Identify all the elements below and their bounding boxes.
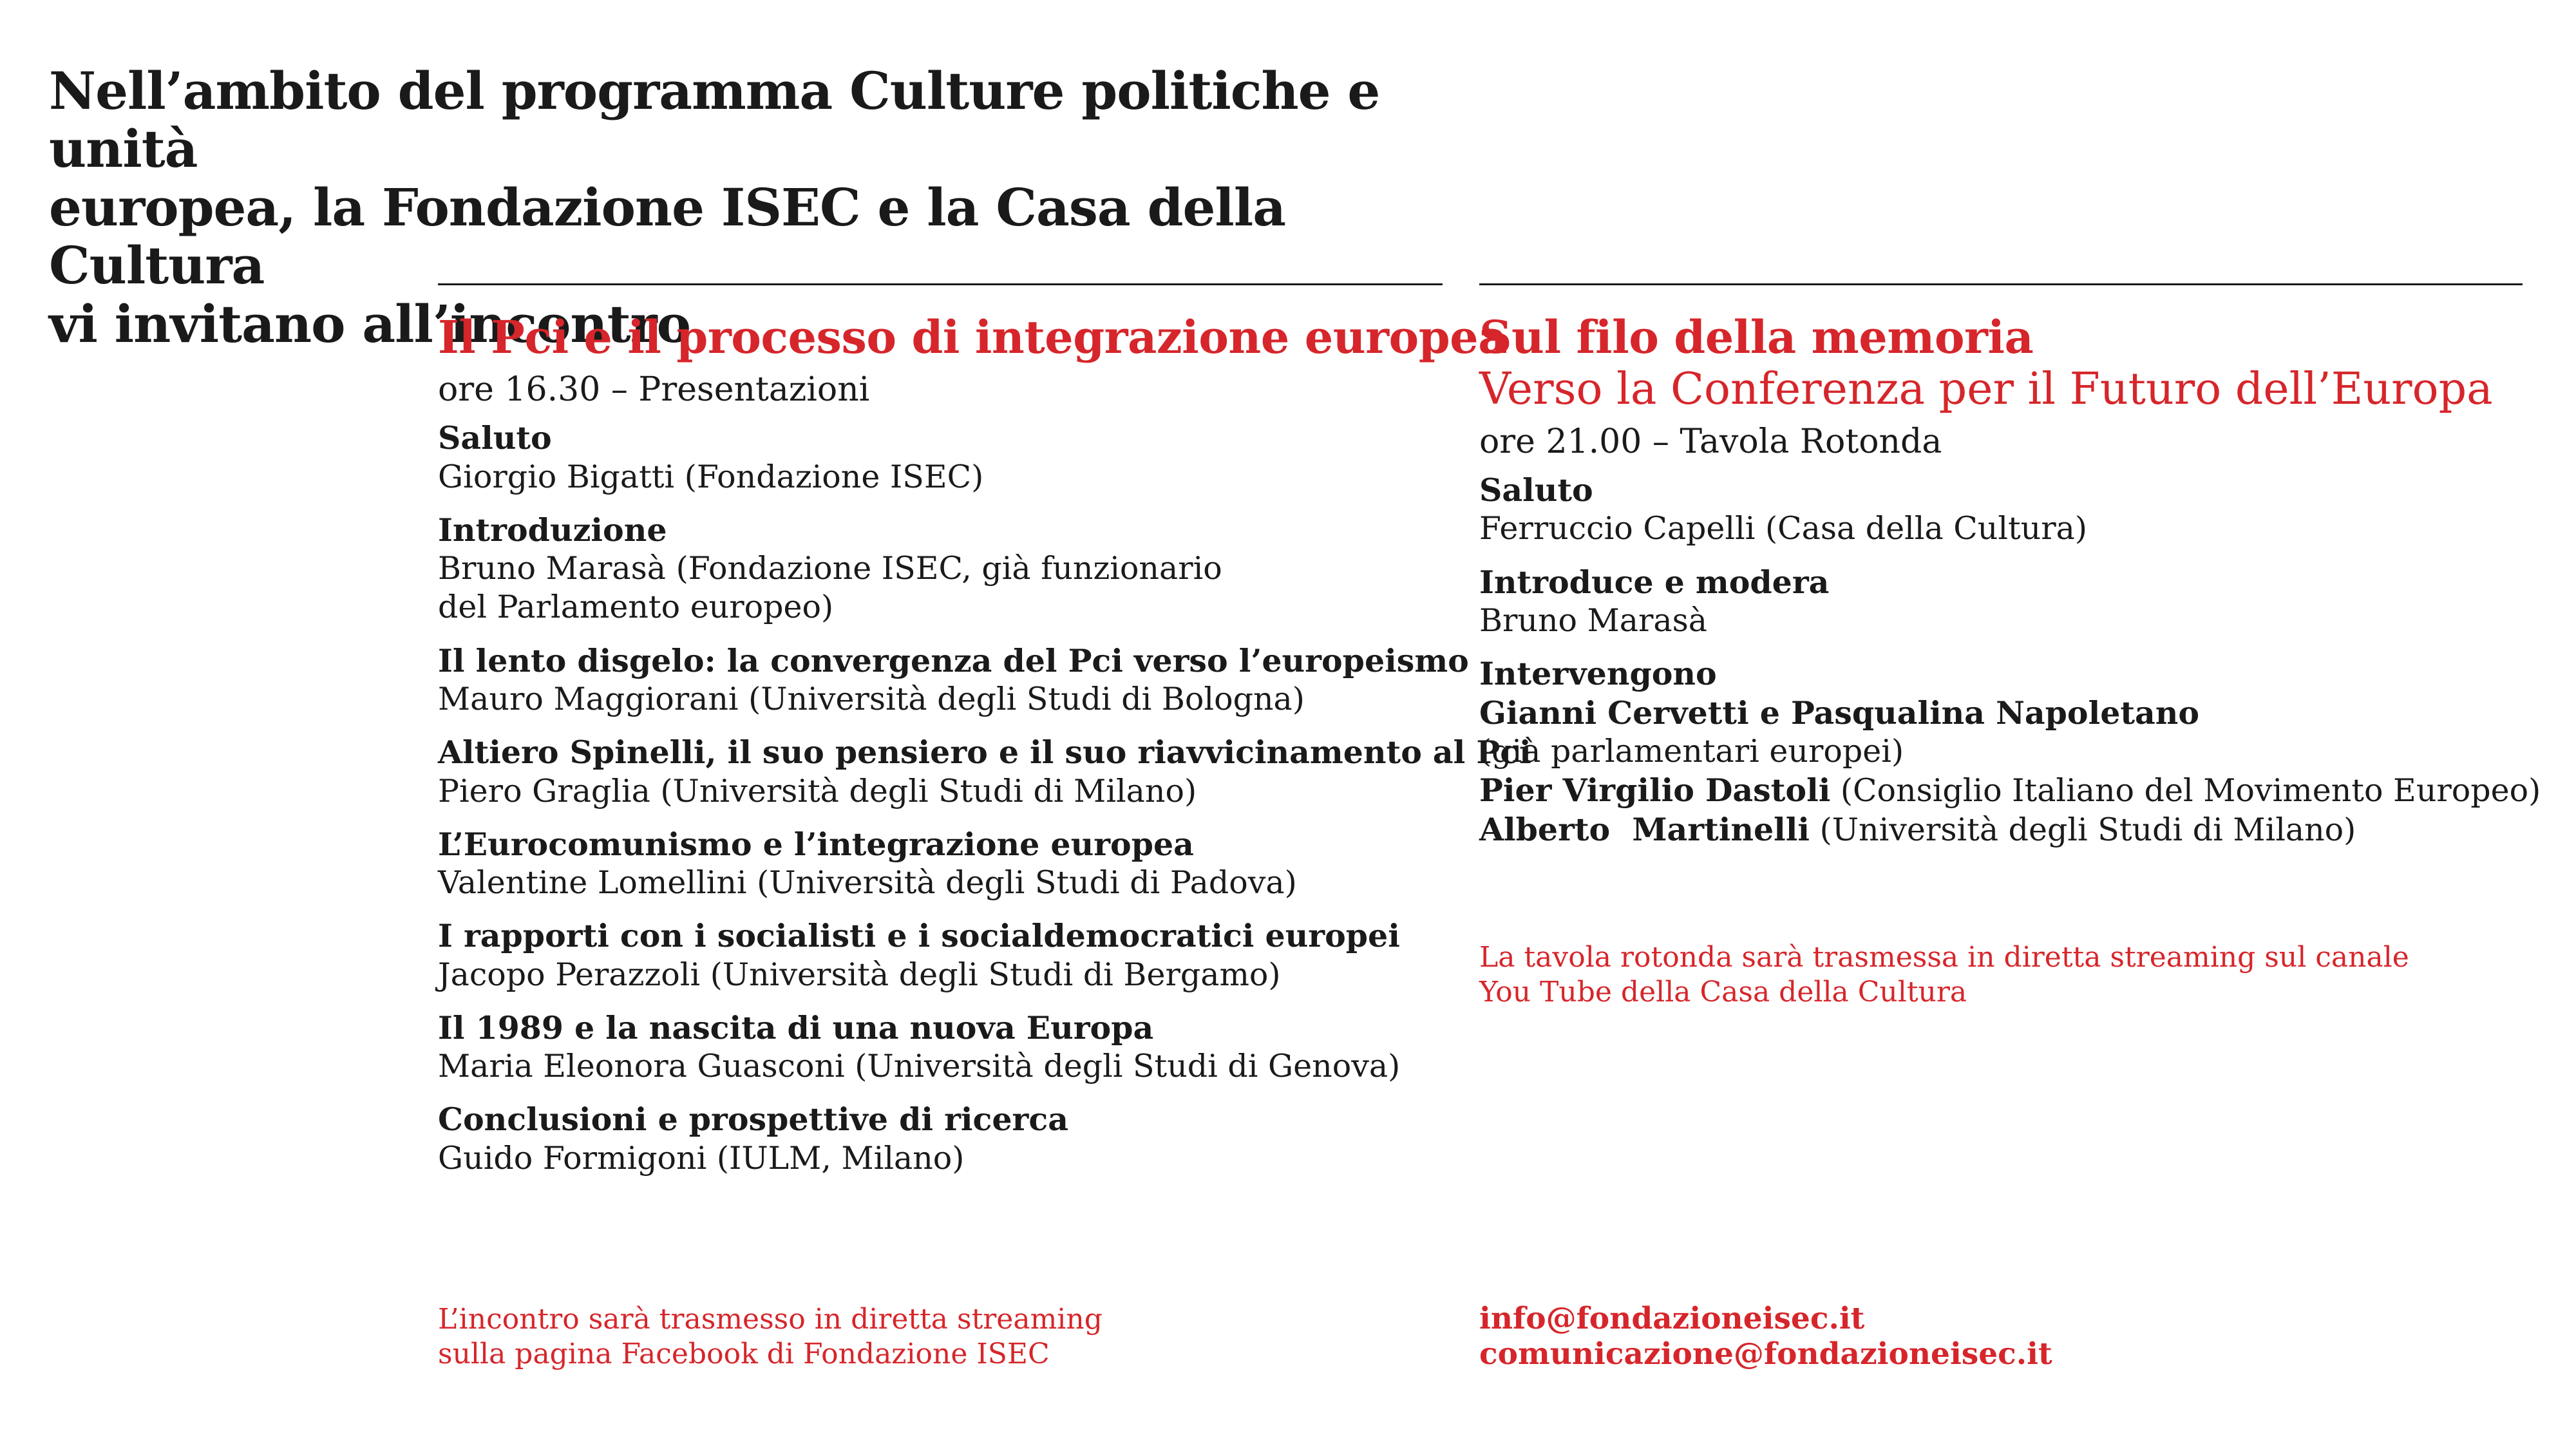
- contact-emails: [1479, 1301, 2052, 1372]
- item-speaker: Bruno Marasà (Fondazione ISEC, già funzionario: [438, 550, 1222, 587]
- item-speaker: del Parlamento europeo): [438, 589, 834, 626]
- speaker-affiliation: (Università degli Studi di Milano): [1819, 811, 2356, 849]
- item-speaker: Jacopo Perazzoli (Università degli Studi di Bergamo): [438, 956, 1281, 993]
- item-heading: Conclusioni e prospettive di ricerca: [438, 1101, 1068, 1139]
- item-heading: L’Eurocomunismo e l’integrazione europea: [438, 825, 1194, 863]
- facebook-streaming-notice: [438, 1302, 1103, 1371]
- speaker-name: Pier Virgilio Dastoli: [1479, 772, 1831, 810]
- item-speaker: Bruno Marasà: [1479, 601, 1708, 639]
- notice-line: You Tube della Casa della Cultura: [1479, 975, 1967, 1009]
- speaker-note: (già parlamentari europei): [1479, 732, 1904, 770]
- session-time: ore 16.30 – Presentazioni: [438, 370, 870, 409]
- intro-line: vi invitano all’incontro: [49, 293, 691, 354]
- program-item: [1479, 654, 2541, 849]
- speaker-line: [1479, 810, 2523, 849]
- program-item: [438, 641, 1469, 719]
- email-info[interactable]: info@fondazioneisec.it: [1479, 1301, 1865, 1336]
- program-item: [438, 1009, 1443, 1086]
- speaker-affiliation: (Consiglio Italiano del Movimento Europeo): [1840, 772, 2541, 810]
- session-subtitle: Verso la Conferenza per il Futuro dell’Europa: [1479, 364, 2493, 415]
- session-time: ore 21.00 – Tavola Rotonda: [1479, 422, 1942, 461]
- item-heading: Saluto: [1479, 471, 1593, 509]
- speaker-names: Gianni Cervetti e Pasqualina Napoletano: [1479, 694, 2200, 732]
- session-title: Sul filo della memoria: [1479, 310, 2034, 364]
- intro-line: Nell’ambito del programma Culture politiche e unità: [49, 61, 1380, 180]
- item-heading: Il 1989 e la nascita di una nuova Europa: [438, 1009, 1154, 1046]
- notice-line: L’incontro sarà trasmesso in diretta streaming: [438, 1303, 1103, 1336]
- notice-line: La tavola rotonda sarà trasmessa in diretta streaming sul canale: [1479, 941, 2409, 974]
- divider-rule: [1479, 283, 2523, 285]
- session-title: Il Pci e il processo di integrazione europea: [438, 310, 1508, 364]
- program-item: [438, 1100, 1443, 1178]
- item-speaker: Valentine Lomellini (Università degli Studi di Padova): [438, 864, 1297, 902]
- notice-line: sulla pagina Facebook di Fondazione ISEC: [438, 1337, 1050, 1370]
- item-speaker: Giorgio Bigatti (Fondazione ISEC): [438, 458, 984, 495]
- program-item: [438, 419, 1443, 497]
- intro-line: europea, la Fondazione ISEC e la Casa della Cultura: [49, 176, 1286, 296]
- item-speaker: Piero Graglia (Università degli Studi di Milano): [438, 772, 1197, 810]
- evening-session: [1479, 283, 2541, 850]
- youtube-streaming-notice: [1479, 940, 2409, 1009]
- speaker-name: Alberto Martinelli: [1479, 811, 1810, 849]
- item-heading: Il lento disgelo: la convergenza del Pci verso l’europeismo: [438, 641, 1469, 679]
- item-speaker: Ferruccio Capelli (Casa della Cultura): [1479, 510, 2087, 547]
- item-speaker: Guido Formigoni (IULM, Milano): [438, 1139, 965, 1177]
- program-item: [438, 916, 1443, 994]
- program-item: [1479, 471, 2523, 549]
- program-item: [438, 511, 1443, 627]
- item-heading: I rapporti con i socialisti e i socialdemocratici europei: [438, 917, 1400, 955]
- item-speaker: Maria Eleonora Guasconi (Università degli Studi di Genova): [438, 1048, 1401, 1085]
- item-speaker: Mauro Maggiorani (Università degli Studi di Bologna): [438, 680, 1305, 717]
- afternoon-session: [438, 283, 1531, 1178]
- divider-rule: [438, 283, 1443, 285]
- item-heading: Intervengono: [1479, 655, 1717, 693]
- program-item: [1479, 563, 2523, 641]
- item-heading: Introduzione: [438, 511, 667, 549]
- program-item: [438, 733, 1531, 811]
- item-heading: Saluto: [438, 419, 552, 457]
- email-comunicazione[interactable]: comunicazione@fondazioneisec.it: [1479, 1336, 2052, 1372]
- speaker-line: [1479, 771, 2541, 810]
- item-heading: Altiero Spinelli, il suo pensiero e il suo riavvicinamento al Pci: [438, 734, 1531, 772]
- item-heading: Introduce e modera: [1479, 563, 1830, 601]
- program-item: [438, 825, 1443, 903]
